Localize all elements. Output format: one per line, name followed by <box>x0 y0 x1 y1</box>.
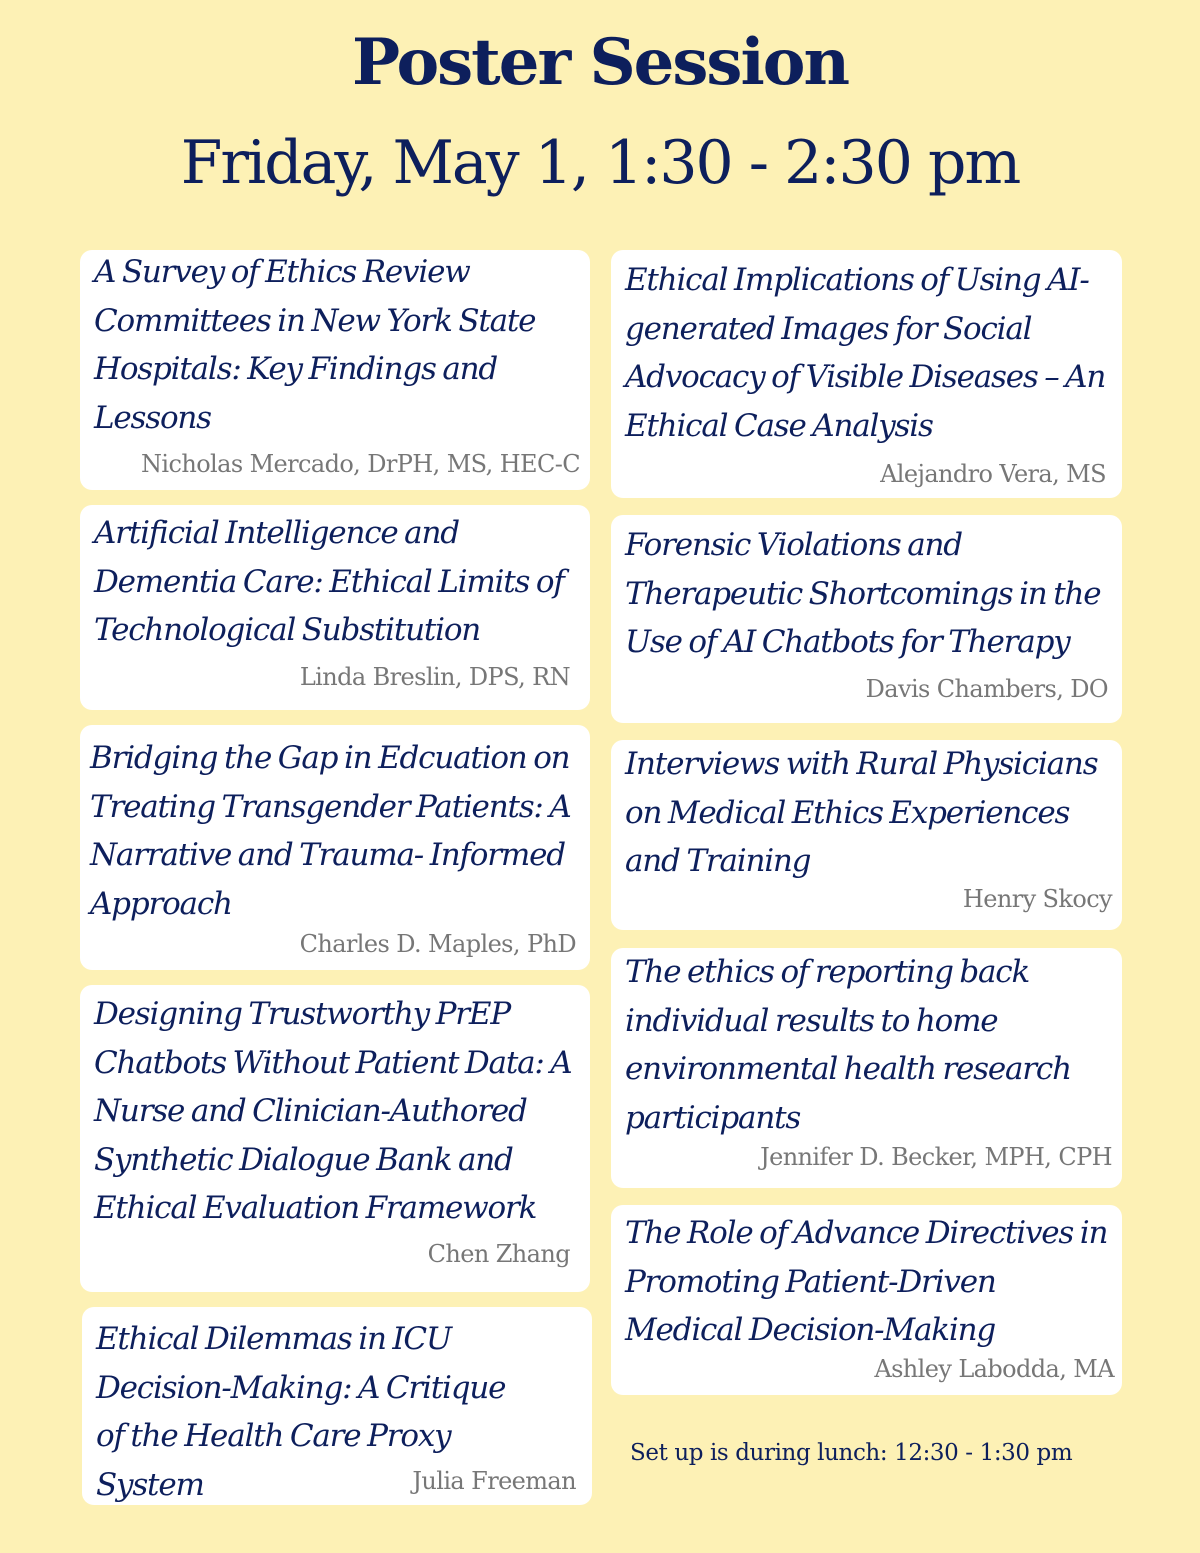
poster-card <box>611 250 1122 498</box>
poster-title: Ethical Implications of Using AI-generated Images for Social Advocacy of Visible Diseases – An Ethical Case Analysis <box>625 262 1106 444</box>
poster-title: The ethics of reporting back individual results to home environmental health research participants <box>625 954 1071 1136</box>
poster-author: Jennifer D. Becker, MPH, CPH <box>760 1143 1112 1171</box>
page-title: Poster Session <box>352 25 848 100</box>
poster-title: A Survey of Ethics Review Committees in New York State Hospitals: Key Findings and Lessons <box>94 254 536 436</box>
poster-author: Alejandro Vera, MS <box>880 460 1106 488</box>
poster-card <box>611 948 1122 1188</box>
poster-author: Linda Breslin, DPS, RN <box>299 663 570 691</box>
poster-title: Forensic Violations and Therapeutic Shortcomings in the Use of AI Chatbots for Therapy <box>625 527 1101 660</box>
poster-card <box>80 250 590 490</box>
poster-title: Interviews with Rural Physicians on Medical Ethics Experiences and Training <box>625 746 1098 879</box>
poster-author: Ashley Labodda, MA <box>874 1355 1114 1383</box>
poster-author: Nicholas Mercado, DrPH, MS, HEC-C <box>141 450 580 478</box>
poster-title: Designing Trustworthy PrEP Chatbots Without Patient Data: A Nurse and Clinician-Authored Synthetic Dialogue Bank and Ethical Evaluation Framework <box>94 996 572 1226</box>
poster-author: Charles D. Maples, PhD <box>299 930 576 958</box>
poster-card <box>80 725 590 970</box>
poster-card <box>611 740 1122 930</box>
poster-card <box>80 505 590 710</box>
setup-note: Set up is during lunch: 12:30 - 1:30 pm <box>630 1440 1073 1466</box>
poster-author: Henry Skocy <box>962 885 1112 913</box>
poster-card <box>611 515 1122 723</box>
poster-title: Artificial Intelligence and Dementia Care: Ethical Limits of Technological Substitution <box>94 515 564 648</box>
session-time: Friday, May 1, 1:30 - 2:30 pm <box>180 128 1020 198</box>
poster-card <box>82 1307 592 1505</box>
poster-author: Davis Chambers, DO <box>865 675 1108 703</box>
poster-author: Julia Freeman <box>412 1467 576 1495</box>
poster-title: Bridging the Gap in Edcuation on Treating Transgender Patients: A Narrative and Trauma- Informed Approach <box>90 740 571 922</box>
poster-title: Ethical Dilemmas in ICU Decision-Making: A Critique of the Health Care Proxy System <box>96 1321 506 1503</box>
poster-card <box>611 1205 1122 1395</box>
poster-title: The Role of Advance Directives in Promoting Patient-Driven Medical Decision-Making <box>625 1215 1108 1348</box>
poster-card <box>80 985 590 1292</box>
poster-author: Chen Zhang <box>427 1240 570 1268</box>
